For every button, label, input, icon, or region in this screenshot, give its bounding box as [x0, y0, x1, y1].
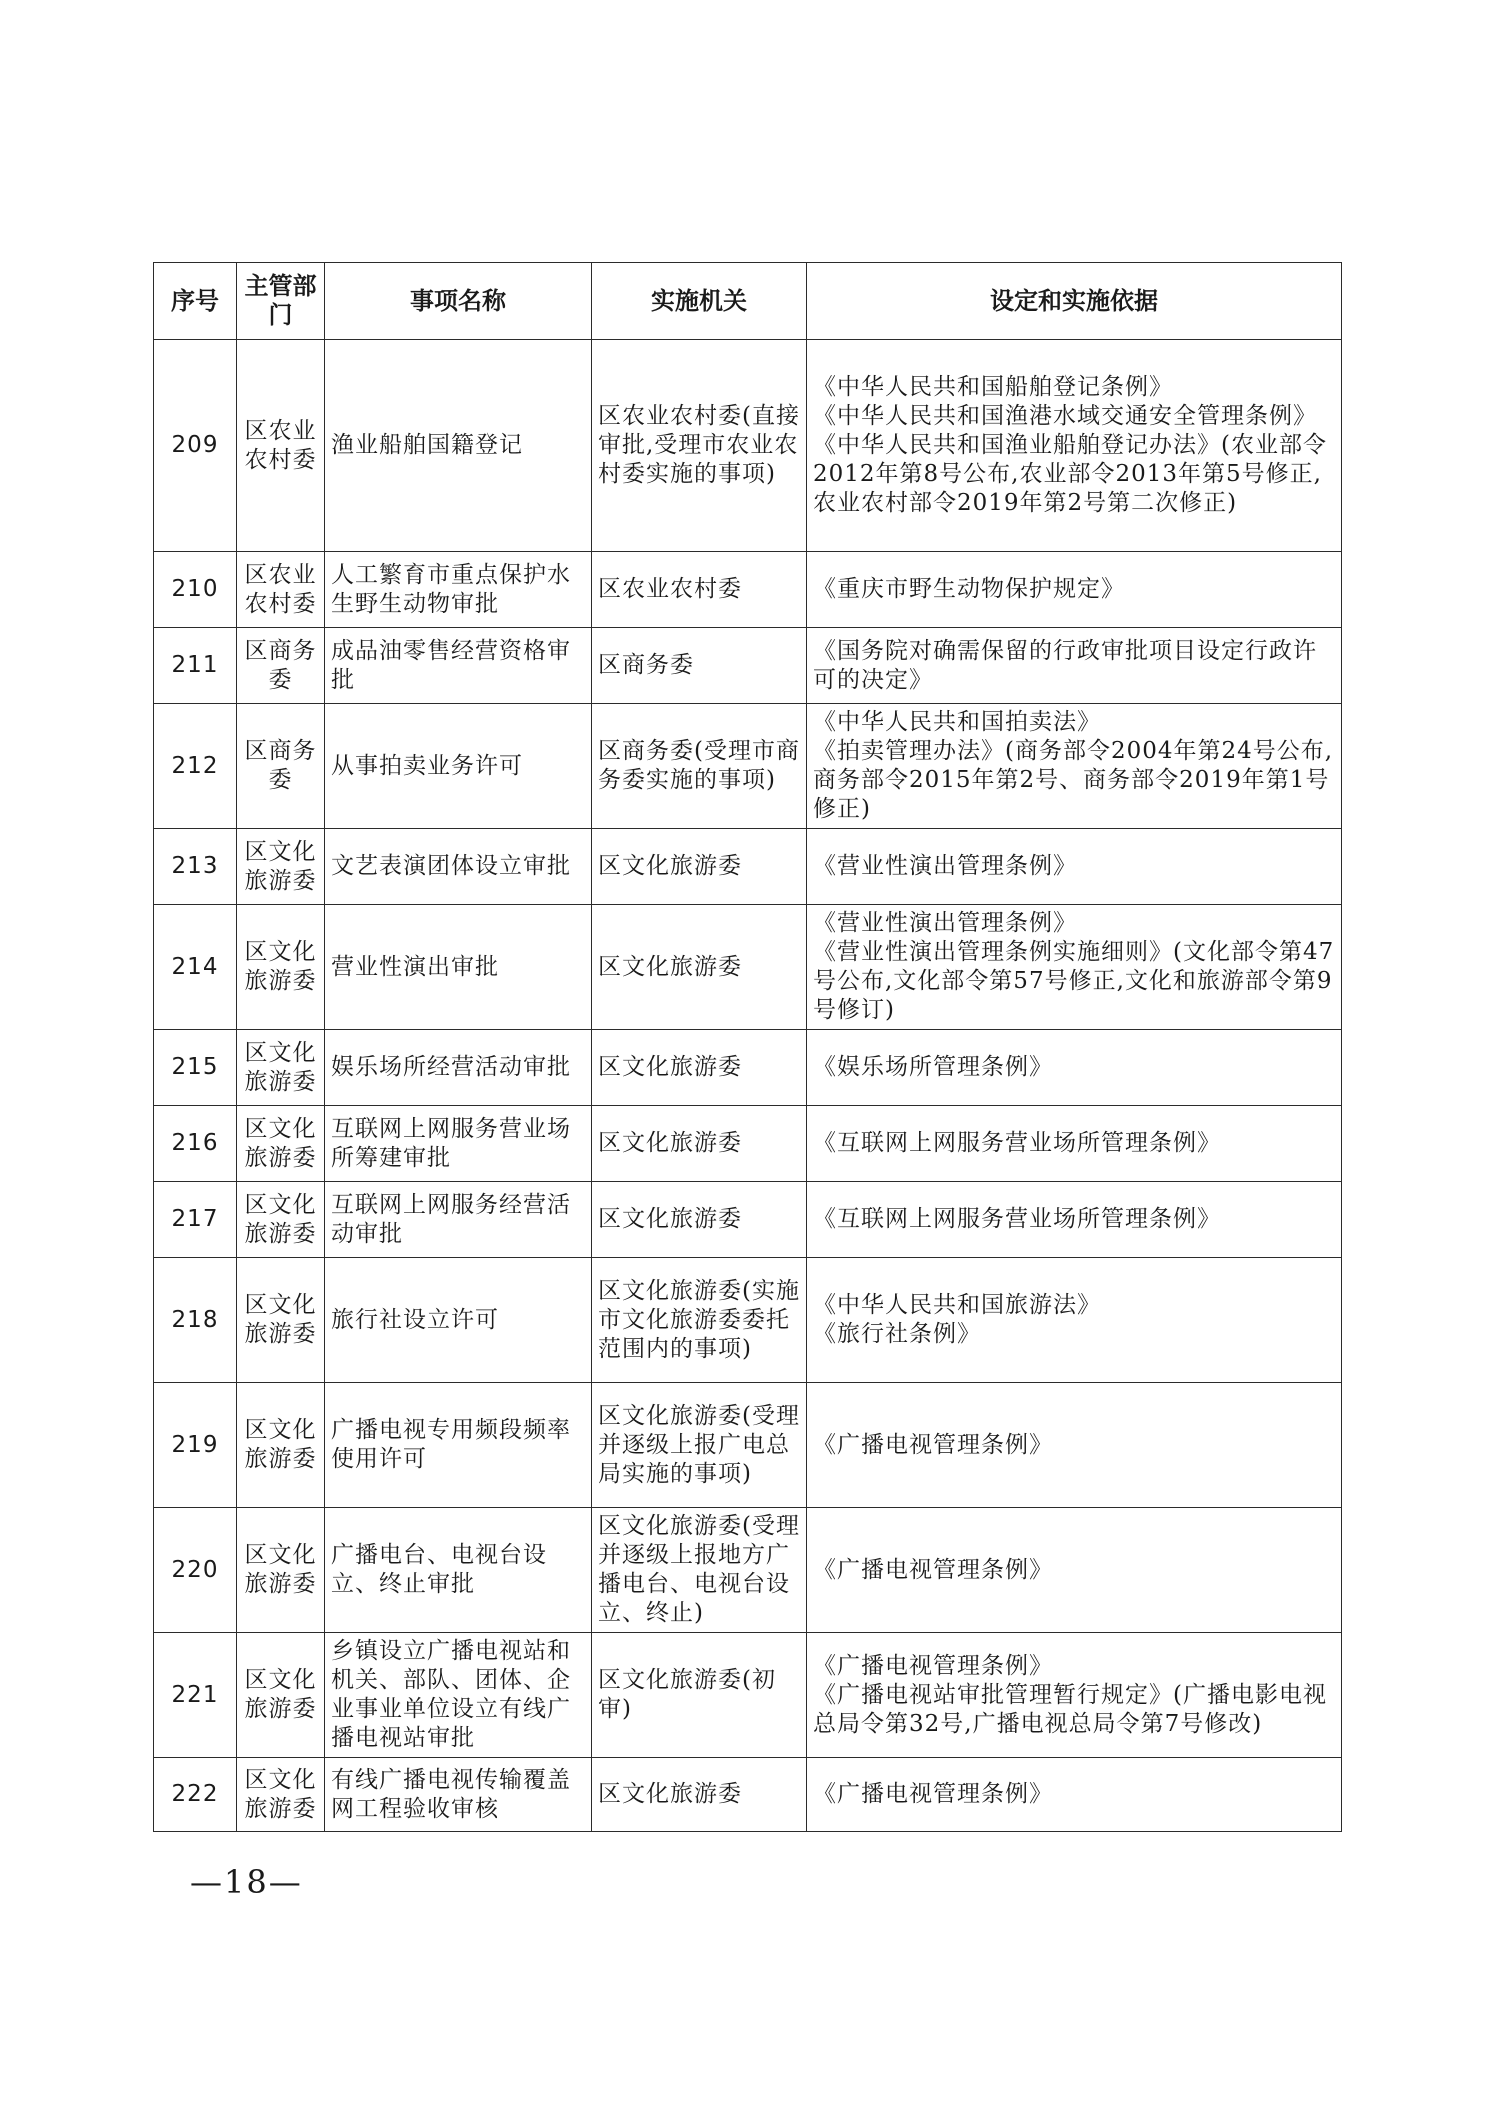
- basis-line: 《中华人民共和国渔业船舶登记办法》(农业部令2012年第8号公布,农业部令2013年第5号修正,农业农村部令2019年第2号第二次修正): [813, 432, 1327, 516]
- row-department: 区文化旅游委: [237, 905, 325, 1030]
- row-item-name: 文艺表演团体设立审批: [325, 829, 592, 905]
- table-row: [154, 340, 1342, 552]
- row-department: 区文化旅游委: [237, 1182, 325, 1258]
- row-agency: 区文化旅游委(初审): [592, 1633, 807, 1758]
- basis-line: 《营业性演出管理条例实施细则》(文化部令第47号公布,文化部令第57号修正,文化和旅游部令第9号修订): [813, 939, 1335, 1023]
- row-number: 214: [154, 905, 237, 1030]
- row-department: 区文化旅游委: [237, 829, 325, 905]
- row-basis: [807, 905, 1342, 1030]
- row-number: 218: [154, 1258, 237, 1383]
- row-department: 区文化旅游委: [237, 1758, 325, 1832]
- table-row: [154, 1182, 1342, 1258]
- basis-line: 《中华人民共和国渔港水域交通安全管理条例》: [813, 403, 1317, 429]
- row-item-name: 有线广播电视传输覆盖网工程验收审核: [325, 1758, 592, 1832]
- row-agency: 区文化旅游委(受理并逐级上报地方广播电台、电视台设立、终止): [592, 1508, 807, 1633]
- row-number: 209: [154, 340, 237, 552]
- row-basis: [807, 1758, 1342, 1832]
- basis-line: 《广播电视管理条例》: [813, 1431, 1053, 1458]
- row-number: 212: [154, 704, 237, 829]
- table-row: [154, 704, 1342, 829]
- row-department: 区文化旅游委: [237, 1508, 325, 1633]
- row-number: 215: [154, 1030, 237, 1106]
- row-department: 区文化旅游委: [237, 1030, 325, 1106]
- table-row: [154, 1030, 1342, 1106]
- basis-line: 《广播电视管理条例》: [813, 1652, 1053, 1679]
- row-basis: [807, 1182, 1342, 1258]
- row-agency: 区文化旅游委: [592, 829, 807, 905]
- header-dept: 主管部门: [237, 263, 325, 340]
- basis-line: 《互联网上网服务营业场所管理条例》: [813, 1206, 1221, 1232]
- row-department: 区农业农村委: [237, 340, 325, 552]
- row-item-name: 人工繁育市重点保护水生野生动物审批: [325, 552, 592, 628]
- row-agency: 区商务委(受理市商务委实施的事项): [592, 704, 807, 829]
- row-department: 区商务委: [237, 704, 325, 829]
- table-row: [154, 1758, 1342, 1832]
- row-basis: [807, 628, 1342, 704]
- basis-line: 《广播电视管理条例》: [813, 1781, 1053, 1807]
- basis-line: 《中华人民共和国旅游法》: [813, 1292, 1101, 1318]
- table-row: [154, 628, 1342, 704]
- table-row: [154, 905, 1342, 1030]
- table-row: [154, 1633, 1342, 1758]
- row-basis: [807, 340, 1342, 552]
- row-number: 219: [154, 1383, 237, 1508]
- row-number: 221: [154, 1633, 237, 1758]
- row-number: 217: [154, 1182, 237, 1258]
- row-department: 区商务委: [237, 628, 325, 704]
- header-no: 序号: [154, 263, 237, 340]
- row-item-name: 营业性演出审批: [325, 905, 592, 1030]
- row-basis: [807, 1106, 1342, 1182]
- row-agency: 区农业农村委: [592, 552, 807, 628]
- row-item-name: 互联网上网服务经营活动审批: [325, 1182, 592, 1258]
- table-header: [154, 263, 1342, 340]
- row-item-name: 成品油零售经营资格审批: [325, 628, 592, 704]
- row-item-name: 旅行社设立许可: [325, 1258, 592, 1383]
- table-row: [154, 1383, 1342, 1508]
- row-basis: [807, 829, 1342, 905]
- row-number: 220: [154, 1508, 237, 1633]
- basis-line: 《娱乐场所管理条例》: [813, 1054, 1053, 1080]
- row-number: 210: [154, 552, 237, 628]
- basis-line: 《互联网上网服务营业场所管理条例》: [813, 1130, 1221, 1156]
- basis-line: 《营业性演出管理条例》: [813, 910, 1077, 936]
- basis-line: 《营业性演出管理条例》: [813, 853, 1077, 879]
- row-basis: [807, 1030, 1342, 1106]
- row-department: 区文化旅游委: [237, 1258, 325, 1383]
- row-item-name: 广播电台、电视台设立、终止审批: [325, 1508, 592, 1633]
- row-basis: [807, 1258, 1342, 1383]
- row-number: 216: [154, 1106, 237, 1182]
- table-row: [154, 1258, 1342, 1383]
- row-department: 区文化旅游委: [237, 1106, 325, 1182]
- row-agency: 区文化旅游委: [592, 1106, 807, 1182]
- row-agency: 区商务委: [592, 628, 807, 704]
- basis-line: 《广播电视站审批管理暂行规定》(广播电影电视总局令第32号,广播电视总局令第7号修改): [813, 1681, 1327, 1737]
- row-basis: [807, 704, 1342, 829]
- row-department: 区文化旅游委: [237, 1633, 325, 1758]
- basis-line: 《广播电视管理条例》: [813, 1556, 1053, 1583]
- page-number: —18—: [190, 1863, 303, 1901]
- row-item-name: 从事拍卖业务许可: [325, 704, 592, 829]
- row-department: 区农业农村委: [237, 552, 325, 628]
- row-number: 211: [154, 628, 237, 704]
- row-agency: 区农业农村委(直接审批,受理市农业农村委实施的事项): [592, 340, 807, 552]
- table-row: [154, 552, 1342, 628]
- row-agency: 区文化旅游委: [592, 905, 807, 1030]
- table-body: [154, 340, 1342, 1832]
- table-row: [154, 829, 1342, 905]
- approval-items-table: [153, 262, 1342, 1832]
- row-agency: 区文化旅游委: [592, 1758, 807, 1832]
- row-number: 222: [154, 1758, 237, 1832]
- header-row: [154, 263, 1342, 340]
- row-item-name: 娱乐场所经营活动审批: [325, 1030, 592, 1106]
- header-name: 事项名称: [325, 263, 592, 340]
- row-number: 213: [154, 829, 237, 905]
- row-basis: [807, 552, 1342, 628]
- row-agency: 区文化旅游委: [592, 1030, 807, 1106]
- row-item-name: 渔业船舶国籍登记: [325, 340, 592, 552]
- row-item-name: 广播电视专用频段频率使用许可: [325, 1383, 592, 1508]
- table-row: [154, 1508, 1342, 1633]
- row-basis: [807, 1508, 1342, 1633]
- basis-line: 《旅行社条例》: [813, 1321, 981, 1347]
- row-agency: 区文化旅游委(实施市文化旅游委委托范围内的事项): [592, 1258, 807, 1383]
- row-basis: [807, 1383, 1342, 1508]
- header-basis: 设定和实施依据: [807, 263, 1342, 340]
- row-department: 区文化旅游委: [237, 1383, 325, 1508]
- row-agency: 区文化旅游委: [592, 1182, 807, 1258]
- row-item-name: 乡镇设立广播电视站和机关、部队、团体、企业事业单位设立有线广播电视站审批: [325, 1633, 592, 1758]
- row-item-name: 互联网上网服务营业场所筹建审批: [325, 1106, 592, 1182]
- row-basis: [807, 1633, 1342, 1758]
- basis-line: 《重庆市野生动物保护规定》: [813, 576, 1125, 602]
- row-agency: 区文化旅游委(受理并逐级上报广电总局实施的事项): [592, 1383, 807, 1508]
- table-row: [154, 1106, 1342, 1182]
- header-agency: 实施机关: [592, 263, 807, 340]
- basis-line: 《拍卖管理办法》(商务部令2004年第24号公布,商务部令2015年第2号、商务部令2019年第1号修正): [813, 738, 1334, 822]
- basis-line: 《国务院对确需保留的行政审批项目设定行政许可的决定》: [813, 637, 1317, 693]
- basis-line: 《中华人民共和国拍卖法》: [813, 709, 1101, 735]
- basis-line: 《中华人民共和国船舶登记条例》: [813, 374, 1173, 400]
